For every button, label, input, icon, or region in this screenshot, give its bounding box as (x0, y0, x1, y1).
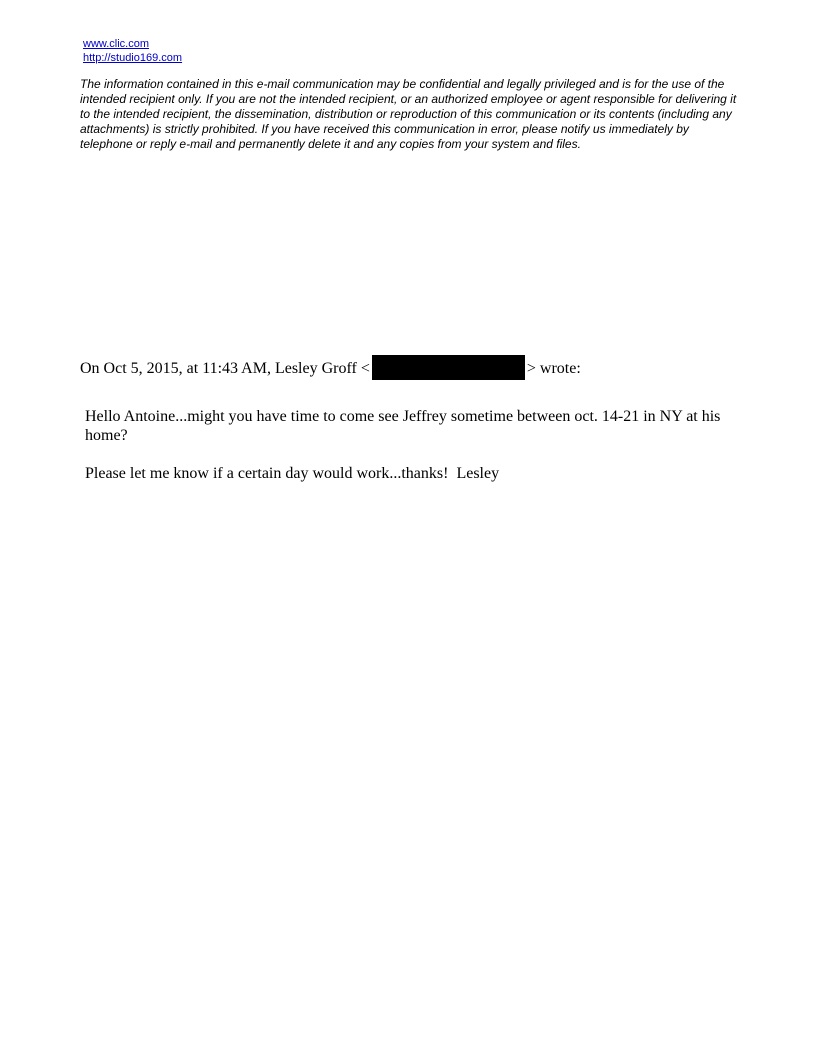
reply-header-prefix: On Oct 5, 2015, at 11:43 AM, Lesley Groff < (80, 360, 370, 377)
signature-links (83, 37, 182, 65)
reply-header-suffix: > wrote: (526, 360, 581, 377)
website-link-studio169[interactable]: http://studio169.com (83, 52, 183, 64)
redaction-block (372, 355, 525, 380)
website-link-clic[interactable]: www.clic.com (83, 38, 150, 50)
confidentiality-disclaimer: The information contained in this e-mail communication may be confidential and legally privileged and is for the use of the intended recipient only. If you are not the intended recipient, or an authorized employee or agent responsible for delivering it to the intended recipient, the dissemination, distribution or reproduction of this communication or its contents (including any attachments) is strictly prohibited. If you have received this communication in error, please notify us immediately by telephone or reply e-mail and permanently delete it and any copies from your system and files. (80, 77, 737, 151)
message-paragraph-2: Please let me know if a certain day would work...thanks! Lesley (85, 465, 500, 482)
reply-header (80, 355, 581, 380)
message-paragraph-1: Hello Antoine...might you have time to come see Jeffrey sometime between oct. 14-21 in NY at his home? (85, 408, 721, 444)
message-body (85, 407, 735, 502)
